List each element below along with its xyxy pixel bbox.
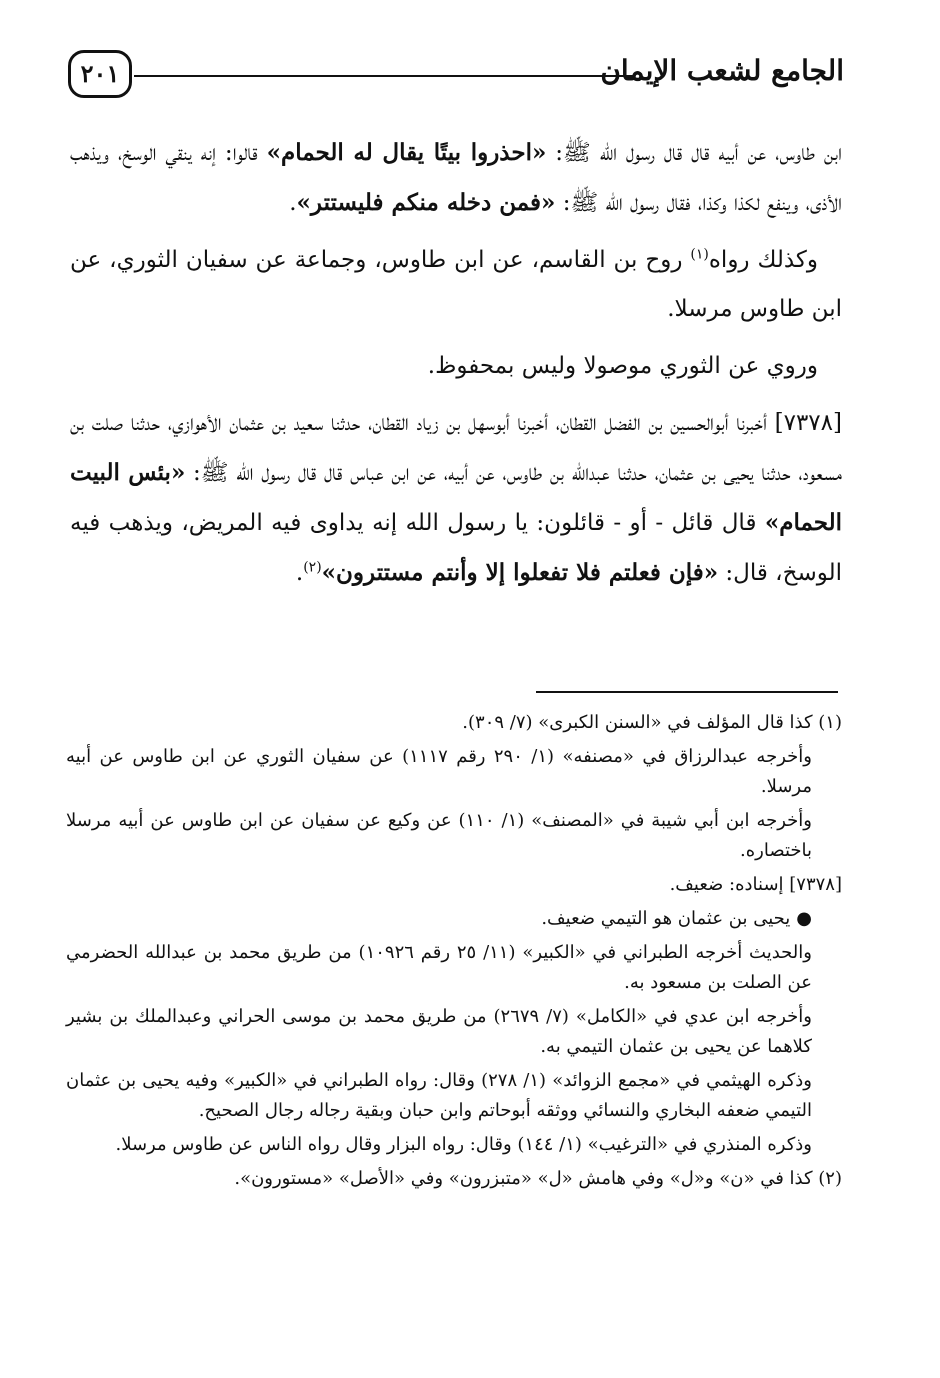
footnote-line: وذكره الهيثمي في «مجمع الزوائد» (١/ ٢٧٨) وقال: رواه الطبراني في «الكبير» وفيه يحيى بن عثمان التيمي ضعفه البخاري والنسائي ووثقه أبوحاتم وابن حبان وبقية رجاله رجال الصحيح. bbox=[66, 1070, 812, 1121]
footnote-line: وذكره المنذري في «الترغيب» (١/ ١٤٤) وقال: رواه البزار وقال رواه الناس عن طاوس مرسلا. bbox=[115, 1134, 812, 1155]
hadith-quote: «فإن فعلتم فلا تفعلوا إلا وأنتم مستترون» bbox=[321, 559, 719, 586]
text: [٧٣٧٨] أخبرنا أبوالحسين بن الفضل القطان، أخبرنا أبوسهل بن زياد القطان، حدثنا سعيد بن عثمان الأهوازي، حدثنا صلت بن مسعود، حدثنا يحيى بن عثمان، حدثنا عبدالله بن طاوس، عن أبيه، عن ابن عباس قال قال رسول الله ﷺ: bbox=[70, 410, 842, 486]
text: . bbox=[295, 560, 304, 586]
text: ابن طاوس، عن أبيه قال قال رسول الله ﷺ: bbox=[546, 140, 842, 166]
footnote-line: وأخرجه عبدالرزاق في «مصنفه» (١/ ٢٩٠ رقم ١١١٧) عن سفيان الثوري عن ابن طاوس عن أبيه مرسلا. bbox=[66, 746, 812, 797]
page-header bbox=[64, 48, 844, 102]
header-rule bbox=[134, 75, 634, 77]
running-title: الجامع لشعب الإيمان bbox=[600, 54, 844, 87]
footnote-ref: (١) bbox=[690, 246, 709, 263]
hadith-quote: «بئس البيت الحمام» bbox=[70, 459, 842, 536]
paragraph-4 bbox=[70, 399, 842, 598]
paragraph-3: وروي عن الثوري موصولا وليس بمحفوظ. bbox=[427, 353, 818, 379]
bullet-icon: ● bbox=[796, 908, 812, 929]
footnote-line: وأخرجه ابن عدي في «الكامل» (٧/ ٢٦٧٩) من طريق محمد بن موسى الحراني وعبدالملك بن بشير كلاهما عن يحيى بن عثمان التيمي به. bbox=[66, 1006, 812, 1057]
text: وكذلك رواه bbox=[708, 247, 818, 273]
paragraph-2 bbox=[70, 236, 842, 334]
hadith-quote: «احذروا بيتًا يقال له الحمام» bbox=[266, 139, 547, 166]
footnote-line: [٧٣٧٨] إسناده: ضعيف. bbox=[669, 874, 842, 895]
footnote-line: وأخرجه ابن أبي شيبة في «المصنف» (١/ ١١٠) عن وكيع عن سفيان عن ابن طاوس عن أبيه مرسلا باختصاره. bbox=[66, 810, 813, 861]
text: . bbox=[289, 190, 297, 216]
footnotes bbox=[66, 708, 842, 1198]
footnote-line: والحديث أخرجه الطبراني في «الكبير» (١١/ ٢٥ رقم ١٠٩٢٦) من طريق محمد بن عبدالله الحضرمي عن الصلت بن مسعود به. bbox=[66, 942, 812, 993]
footnote-1: (١) كذا قال المؤلف في «السنن الكبرى» (٧/ ٣٠٩). bbox=[462, 712, 842, 733]
footnote-2: (٢) كذا في «ن» و«ل» وفي هامش «ل» «متبزرون» وفي «الأصل» «مستورون». bbox=[234, 1168, 842, 1189]
hadith-quote: «فمن دخله منكم فليستتر» bbox=[296, 189, 556, 216]
text: يحيى بن عثمان هو التيمي ضعيف. bbox=[541, 908, 791, 929]
page-number: ٢٠١ bbox=[68, 50, 132, 98]
text: قالوا: إنه ينقي الوسخ، ويذهب الأذى، وينفع لكذا وكذا، فقال رسول الله ﷺ: bbox=[70, 140, 842, 216]
text: روح بن القاسم، عن ابن طاوس، وجماعة عن سفيان الثوري، عن ابن طاوس مرسلا. bbox=[70, 247, 842, 322]
text: قال قائل - أو - قائلون: يا رسول الله إنه يداوى فيه المريض، ويذهب فيه الوسخ، قال: bbox=[70, 510, 842, 586]
footnote-separator bbox=[536, 691, 838, 693]
footnote-line bbox=[66, 904, 842, 934]
main-text bbox=[70, 128, 842, 606]
footnote-ref: (٢) bbox=[303, 559, 322, 576]
paragraph-1 bbox=[70, 128, 842, 228]
